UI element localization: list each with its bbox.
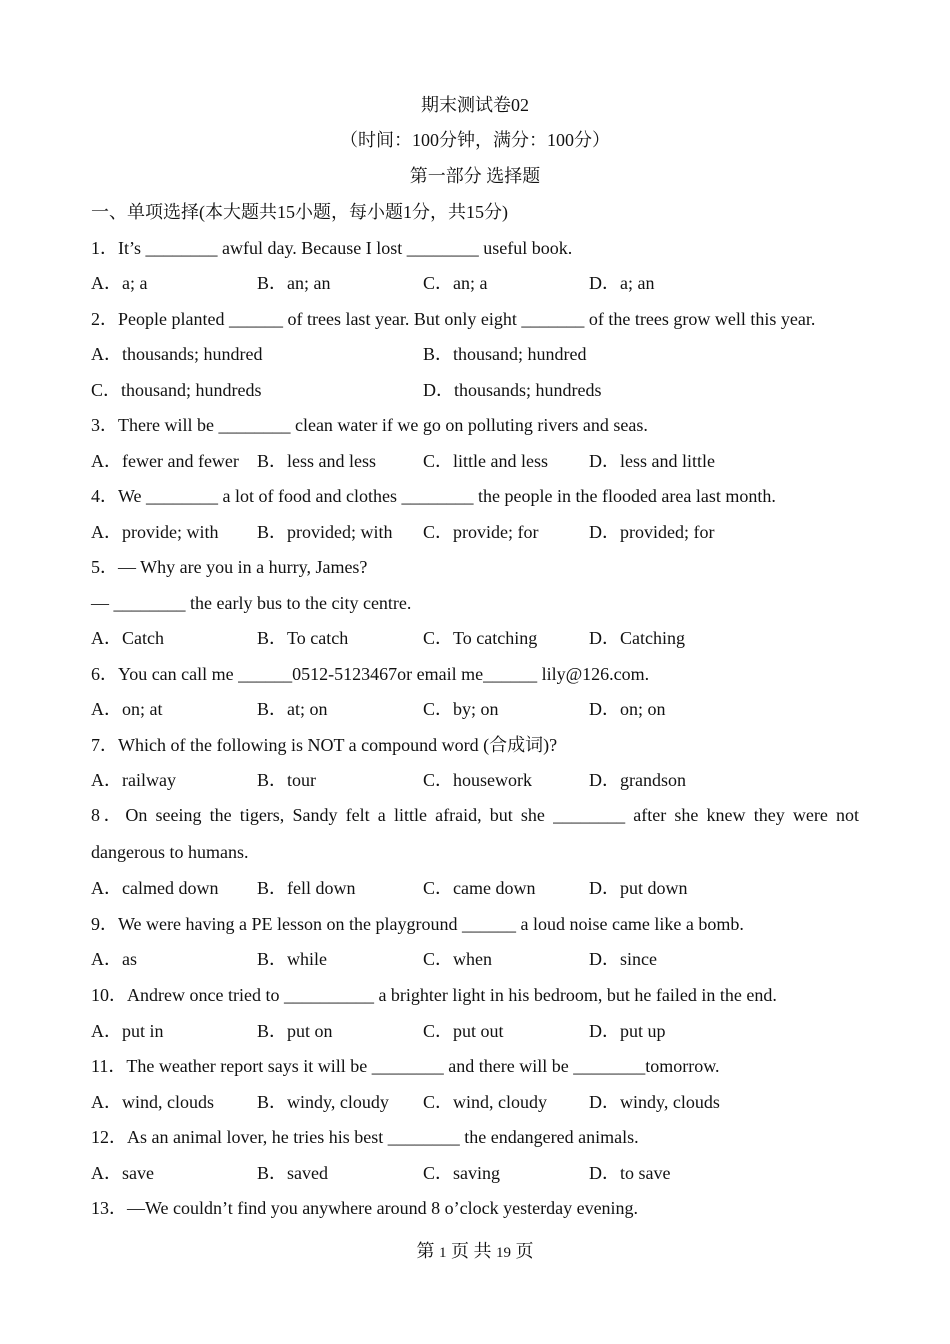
option-b: B．windy, cloudy [257,1092,389,1112]
option-a: A．calmed down [91,878,219,898]
option-b: B．thousand; hundred [423,344,587,364]
option-d: D．Catching [589,628,685,648]
option-b: B．provided; with [257,522,393,542]
option-d: D．less and little [589,451,715,471]
option-c: C．saving [423,1163,501,1183]
question-stem: 12．As an animal lover, he tries his best ________ the endangered animals. [91,1127,639,1147]
option-a: A．provide; with [91,522,219,542]
page-total: 19 [496,1245,511,1261]
option-b: B．To catch [257,628,349,648]
question-stem: 2．People planted ______ of trees last year. But only eight _______ of the trees grow well this year. [91,309,816,329]
option-c: C．wind, cloudy [423,1092,547,1112]
option-row [91,342,871,366]
option-row [91,697,871,721]
option-d: D．a; an [589,273,655,293]
exam-subtitle: （时间：100分钟，满分：100分） [340,130,610,150]
part-heading: 第一部分 选择题 [409,166,541,186]
option-row [91,449,871,473]
option-row [91,768,871,792]
footer-middle: 页 共 [451,1241,492,1261]
option-a: A．fewer and fewer [91,451,239,471]
option-b: B．an; an [257,273,331,293]
option-row [91,626,871,650]
question-stem: 13．—We couldn’t find you anywhere around 8 o’clock yesterday evening. [91,1198,639,1218]
option-a: A．Catch [91,628,164,648]
question-stem: 11．The weather report says it will be ________ and there will be ________tomorrow. [91,1056,720,1076]
option-c: C．an; a [423,273,488,293]
option-c: C．came down [423,878,536,898]
question-stem: 7．Which of the following is NOT a compound word (合成词)? [91,735,558,755]
option-c: C．little and less [423,451,548,471]
page-footer [0,1239,950,1265]
option-a: A．wind, clouds [91,1092,214,1112]
option-b: B．while [257,949,327,969]
option-a: A．thousands; hundred [91,344,263,364]
option-d: D．provided; for [589,522,715,542]
exam-title: 期末测试卷02 [421,95,529,115]
option-row [91,1090,871,1114]
option-d: D．windy, clouds [589,1092,720,1112]
option-d: D．put down [589,878,688,898]
question-stem: 10．Andrew once tried to __________ a brighter light in his bedroom, but he failed in the end. [91,985,777,1005]
option-a: A．on; at [91,699,163,719]
question-stem: 1．It’s ________ awful day. Because I lost ________ useful book. [91,238,573,258]
footer-prefix: 第 [416,1241,435,1261]
option-c: C．provide; for [423,522,539,542]
option-a: A．railway [91,770,176,790]
option-d: D．on; on [589,699,666,719]
option-b: B．at; on [257,699,328,719]
option-b: B．fell down [257,878,356,898]
question-stem-reply: — ________ the early bus to the city centre. [91,593,412,613]
option-c: C．thousand; hundreds [91,380,262,400]
option-row [91,1161,871,1185]
question-stem: 8．On seeing the tigers, Sandy felt a little afraid, but she ________ after she knew they were not dangerous to humans. [91,805,859,862]
footer-suffix: 页 [515,1241,534,1261]
option-c: C．by; on [423,699,499,719]
option-c: C．housework [423,770,532,790]
question-stem: 4．We ________ a lot of food and clothes ________ the people in the flooded area last month. [91,486,776,506]
option-d: D．to save [589,1163,671,1183]
option-a: A．a; a [91,273,148,293]
option-a: A．save [91,1163,154,1183]
option-c: C．To catching [423,628,538,648]
question-stem: 9．We were having a PE lesson on the playground ______ a loud noise came like a bomb. [91,914,744,934]
option-b: B．less and less [257,451,376,471]
option-d: D．put up [589,1021,666,1041]
option-row [91,271,871,295]
option-c: C．put out [423,1021,504,1041]
option-a: A．put in [91,1021,164,1041]
option-b: B．put on [257,1021,333,1041]
option-b: B．saved [257,1163,328,1183]
option-row [91,520,871,544]
option-c: C．when [423,949,492,969]
option-row [91,876,871,900]
section-heading: 一、单项选择(本大题共15小题，每小题1分，共15分) [91,202,508,222]
option-d: D．thousands; hundreds [423,380,602,400]
question-stem: 3．There will be ________ clean water if we go on polluting rivers and seas. [91,415,648,435]
option-d: D．since [589,949,657,969]
page-number: 1 [439,1245,447,1261]
option-row [91,947,871,971]
option-b: B．tour [257,770,317,790]
option-row [91,378,871,402]
option-a: A．as [91,949,137,969]
question-stem: 5．— Why are you in a hurry, James? [91,557,368,577]
question-stem: 6．You can call me ______0512-5123467or email me______ lily@126.com. [91,664,650,684]
option-d: D．grandson [589,770,686,790]
option-row [91,1019,871,1043]
